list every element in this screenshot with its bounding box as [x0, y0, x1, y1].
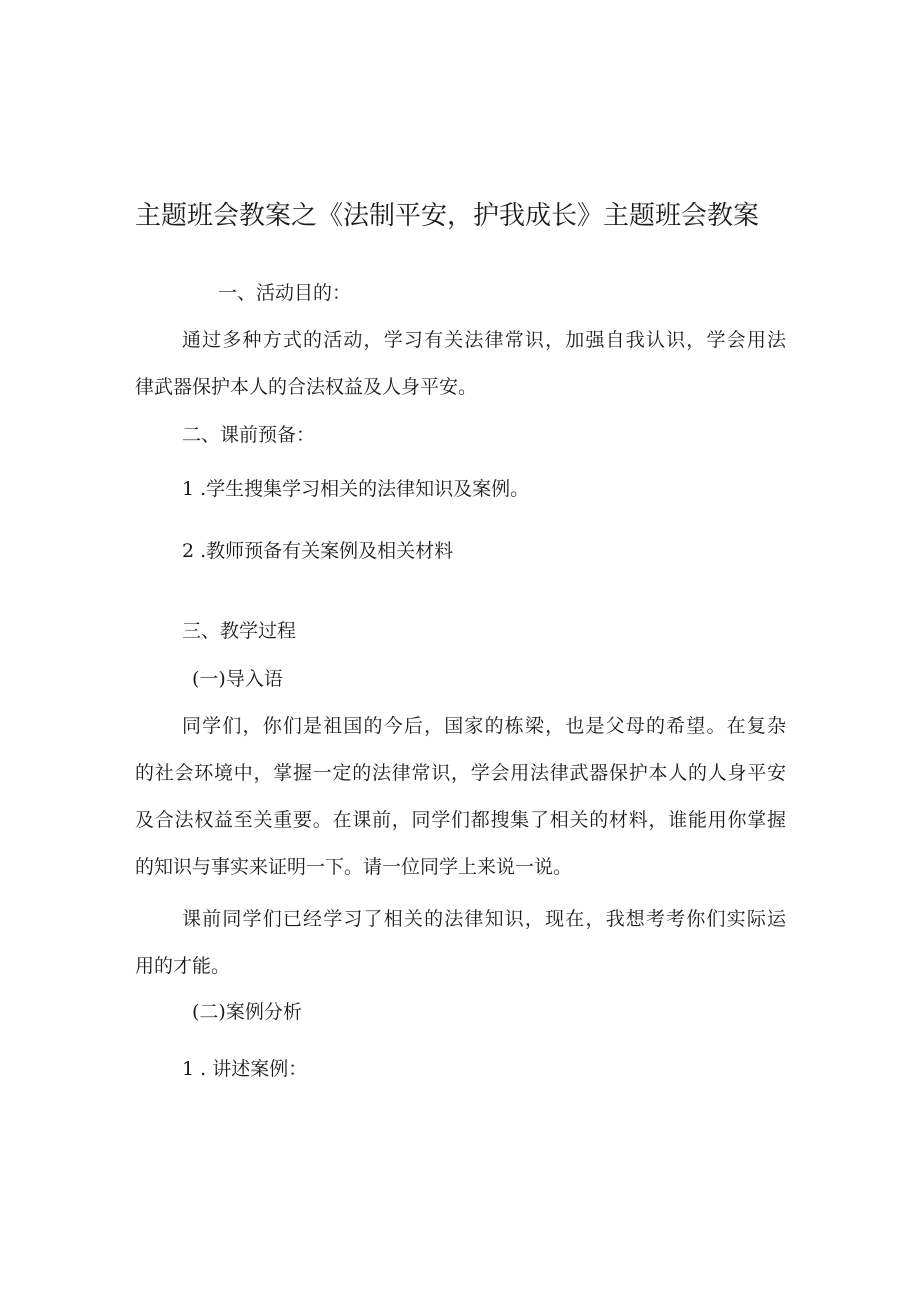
paragraph-line: 用的才能。	[135, 955, 231, 977]
section-heading-teaching-process: 三、教学过程	[182, 620, 297, 642]
subsection-heading-case-analysis: (二)案例分析	[192, 1001, 302, 1023]
paragraph-line: 课前同学们已经学习了相关的法律知识，现在，我想考考你们实际运	[182, 908, 786, 930]
paragraph-line: 的社会环境中，掌握一定的法律常识，学会用法律武器保护本人的人身平安	[135, 762, 786, 784]
list-item: 1 . 讲述案例：	[182, 1058, 308, 1080]
section-heading-preparation: 二、课前预备：	[182, 424, 316, 446]
paragraph-line: 同学们，你们是祖国的今后，国家的栋梁，也是父母的希望。在复杂	[182, 715, 786, 737]
document-title: 主题班会教案之《法制平安，护我成长》主题班会教案	[135, 201, 760, 231]
list-item: 2 .教师预备有关案例及相关材料	[182, 540, 454, 562]
paragraph-line: 律武器保护本人的合法权益及人身平安。	[135, 376, 478, 398]
paragraph-line: 的知识与事实来证明一下。请一位同学上来说一说。	[135, 856, 573, 878]
list-item: 1 .学生搜集学习相关的法律知识及案例。	[182, 478, 530, 500]
section-heading-activity-goal: 一、活动目的：	[218, 282, 352, 304]
paragraph-line: 及合法权益至关重要。在课前，同学们都搜集了相关的材料，谁能用你掌握	[135, 809, 786, 831]
subsection-heading-intro: (一)导入语	[192, 668, 283, 690]
paragraph-line: 通过多种方式的活动，学习有关法律常识，加强自我认识，学会用法	[182, 329, 786, 351]
